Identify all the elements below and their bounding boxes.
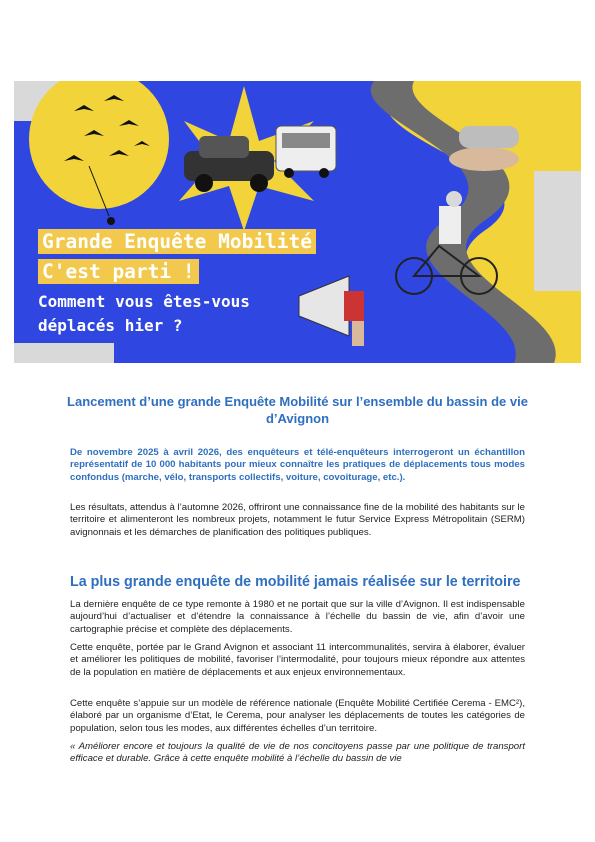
section-heading: La plus grande enquête de mobilité jamais réalisée sur le territoire [70,574,521,590]
results-paragraph: Les résultats, attendus à l’automne 2026, offriront une connaissance fine de la mobilité des habitants sur le territoire et alimenteront les nombreux projets, notamment le futur Service Express Métropolitain (SERM) avignonnais et les démarches de planification des politiques publiques. [70,502,525,538]
megaphone-icon [299,276,364,346]
headline-line2: C'est parti ! [38,259,199,284]
goals-paragraph: Cette enquête, portée par le Grand Avignon et associant 11 intercommunalités, servira à élaborer, évaluer et améliorer les politiques de mobilité, favoriser l’intermodalité, pour toujours mieux répondre aux attentes de la population en matière de déplacements et aux enjeux environnementaux. [70,642,525,678]
headline-line1: Grande Enquête Mobilité [38,229,316,254]
bus-icon [276,126,336,178]
headline-question: Comment vous êtes-vous déplacés hier ? [38,292,250,335]
document-title: Lancement d’une grande Enquête Mobilité sur l’ensemble du bassin de vie d’Avignon [67,394,528,426]
quote-paragraph: « Améliorer encore et toujours la qualité de vie de nos concitoyens passe par une politique de transport efficace et durable. Grâce à cette enquête mobilité à l’échelle du bassin de vie [70,741,525,765]
methodology-paragraph: Cette enquête s’appuie sur un modèle de référence nationale (Enquête Mobilité Certifiée Cerema - EMC²), élaboré par un organisme d’Etat, le Cerema, pour analyser les déplacements de toutes les catégories de population, selon tous les modes, aux différentes échelles d’un territoire. [70,698,525,734]
intro-paragraph: De novembre 2025 à avril 2026, des enquêteurs et télé-enquêteurs interrogeront un échantillon représentatif de 10 000 habitants pour mieux connaître les pratiques de déplacements tous modes confondus (marche, vélo, transports collectifs, voiture, covoiturage, etc.). [70,447,525,483]
banner-illustration [14,81,581,363]
newspaper-strip [14,343,114,363]
hanging-person-icon [107,217,115,225]
newspaper-strip-right [534,171,581,291]
history-paragraph: La dernière enquête de ce type remonte à 1980 et ne portait que sur la ville d’Avignon. Il est indispensable aujourd’hui d’actualiser et d’étendre la connaissance à l’échelle du bassin de vie, afin d’avoir une cartographie précise et complète des déplacements. [70,599,525,635]
